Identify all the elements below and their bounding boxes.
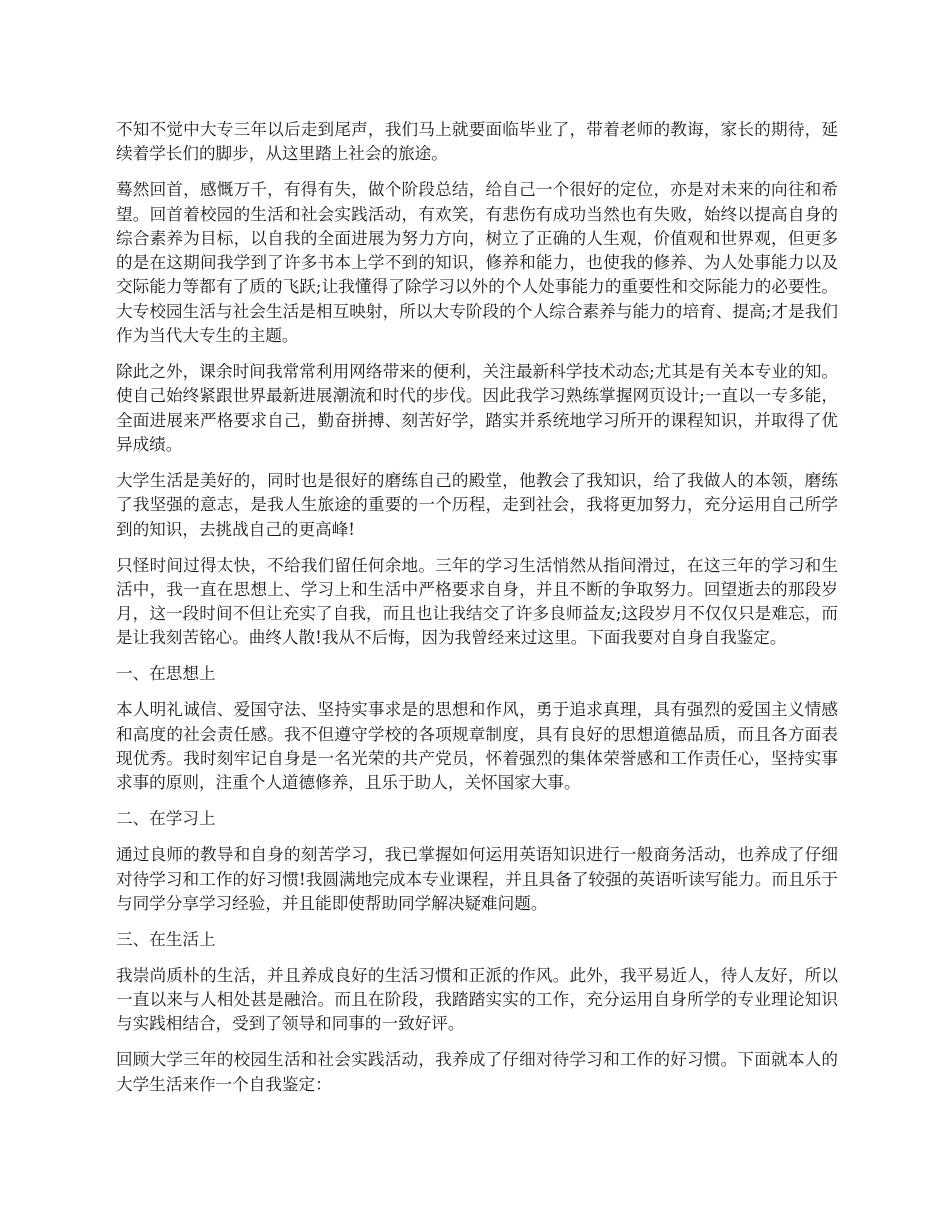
section-heading-thought: 一、在思想上: [116, 664, 216, 684]
paragraph-reflection: 蓦然回首，感慨万千，有得有失，做个阶段总结，给自己一个很好的定位，亦是对未来的向往和希望。回首着校园的生活和社会实践活动，有欢笑，有悲伤有成功当然也有失败，始终以提高自身的综合素养为目标，以自我的全面进展为努力方向，树立了正确的人生观，价值观和世界观，但更多的是在这期间我学到了许多书本上学不到的知识，修养和能力，也使我的修养、为人处事能力以及交际能力等都有了质的飞跃;让我懂得了除学习以外的个人处事能力的重要性和交际能力的必要性。大专校园生活与社会生活是相互映射，所以大专阶段的个人综合素养与能力的培育、提高;才是我们作为当代大专生的主题。: [116, 180, 838, 346]
document-body: [116, 118, 838, 1109]
paragraph-life: 我崇尚质朴的生活，并且养成良好的生活习惯和正派的作风。此外，我平易近人，待人友好，所以一直以来与人相处甚是融洽。而且在阶段，我踏踏实实的工作，充分运用自身所学的专业理论知识与实践相结合，受到了领导和同事的一致好评。: [116, 965, 838, 1034]
paragraph-conclusion: 回顾大学三年的校园生活和社会实践活动，我养成了仔细对待学习和工作的好习惯。下面就本人的大学生活来作一个自我鉴定：: [116, 1050, 838, 1094]
paragraph-study: 通过良师的教导和自身的刻苦学习，我已掌握如何运用英语知识进行一般商务活动，也养成了仔细对待学习和工作的好习惯!我圆满地完成本专业课程，并且具备了较强的英语听读写能力。而且乐于与同学分享学习经验，并且能即使帮助同学解决疑难问题。: [116, 845, 838, 913]
paragraph-time: 只怪时间过得太快，不给我们留任何余地。三年的学习生活悄然从指间滑过，在这三年的学习和生活中，我一直在思想上、学习上和生活中严格要求自身，并且不断的争取努力。回望逝去的那段岁月，这一段时间不但让充实了自我，而且也让我结交了许多良师益友;这段岁月不仅仅只是难忘，而是让我刻苦铭心。曲终人散!我从不后悔，因为我曾经来过这里。下面我要对自身自我鉴定。: [116, 555, 838, 648]
section-heading-study: 二、在学习上: [116, 809, 216, 829]
paragraph-college-life: 大学生活是美好的，同时也是很好的磨练自己的殿堂，他教会了我知识，给了我做人的本领，磨练了我坚强的意志，是我人生旅途的重要的一个历程，走到社会，我将更加努力，充分运用自己所学到的知识，去挑战自己的更高峰!: [116, 470, 838, 539]
paragraph-thought: 本人明礼诚信、爱国守法、坚持实事求是的思想和作风，勇于追求真理，具有强烈的爱国主义情感和高度的社会责任感。我不但遵守学校的各项规章制度，具有良好的思想道德品质，而且各方面表现优秀。我时刻牢记自身是一名光荣的共产党员，怀着强烈的集体荣誉感和工作责任心，坚持实事求事的原则，注重个人道德修养，且乐于助人，关怀国家大事。: [116, 700, 838, 793]
paragraph-intro: 不知不觉中大专三年以后走到尾声，我们马上就要面临毕业了，带着老师的教诲，家长的期待，延续着学长们的脚步，从这里踏上社会的旅途。: [116, 120, 838, 164]
paragraph-extracurricular: 除此之外，课余时间我常常利用网络带来的便利，关注最新科学技术动态;尤其是有关本专业的知。使自己始终紧跟世界最新进展潮流和时代的步伐。因此我学习熟练掌握网页设计;一直以一专多能，全面进展来严格要求自己，勤奋拼搏、刻苦好学，踏实并系统地学习所开的课程知识，并取得了优异成绩。: [116, 362, 838, 454]
section-heading-life: 三、在生活上: [116, 929, 216, 949]
